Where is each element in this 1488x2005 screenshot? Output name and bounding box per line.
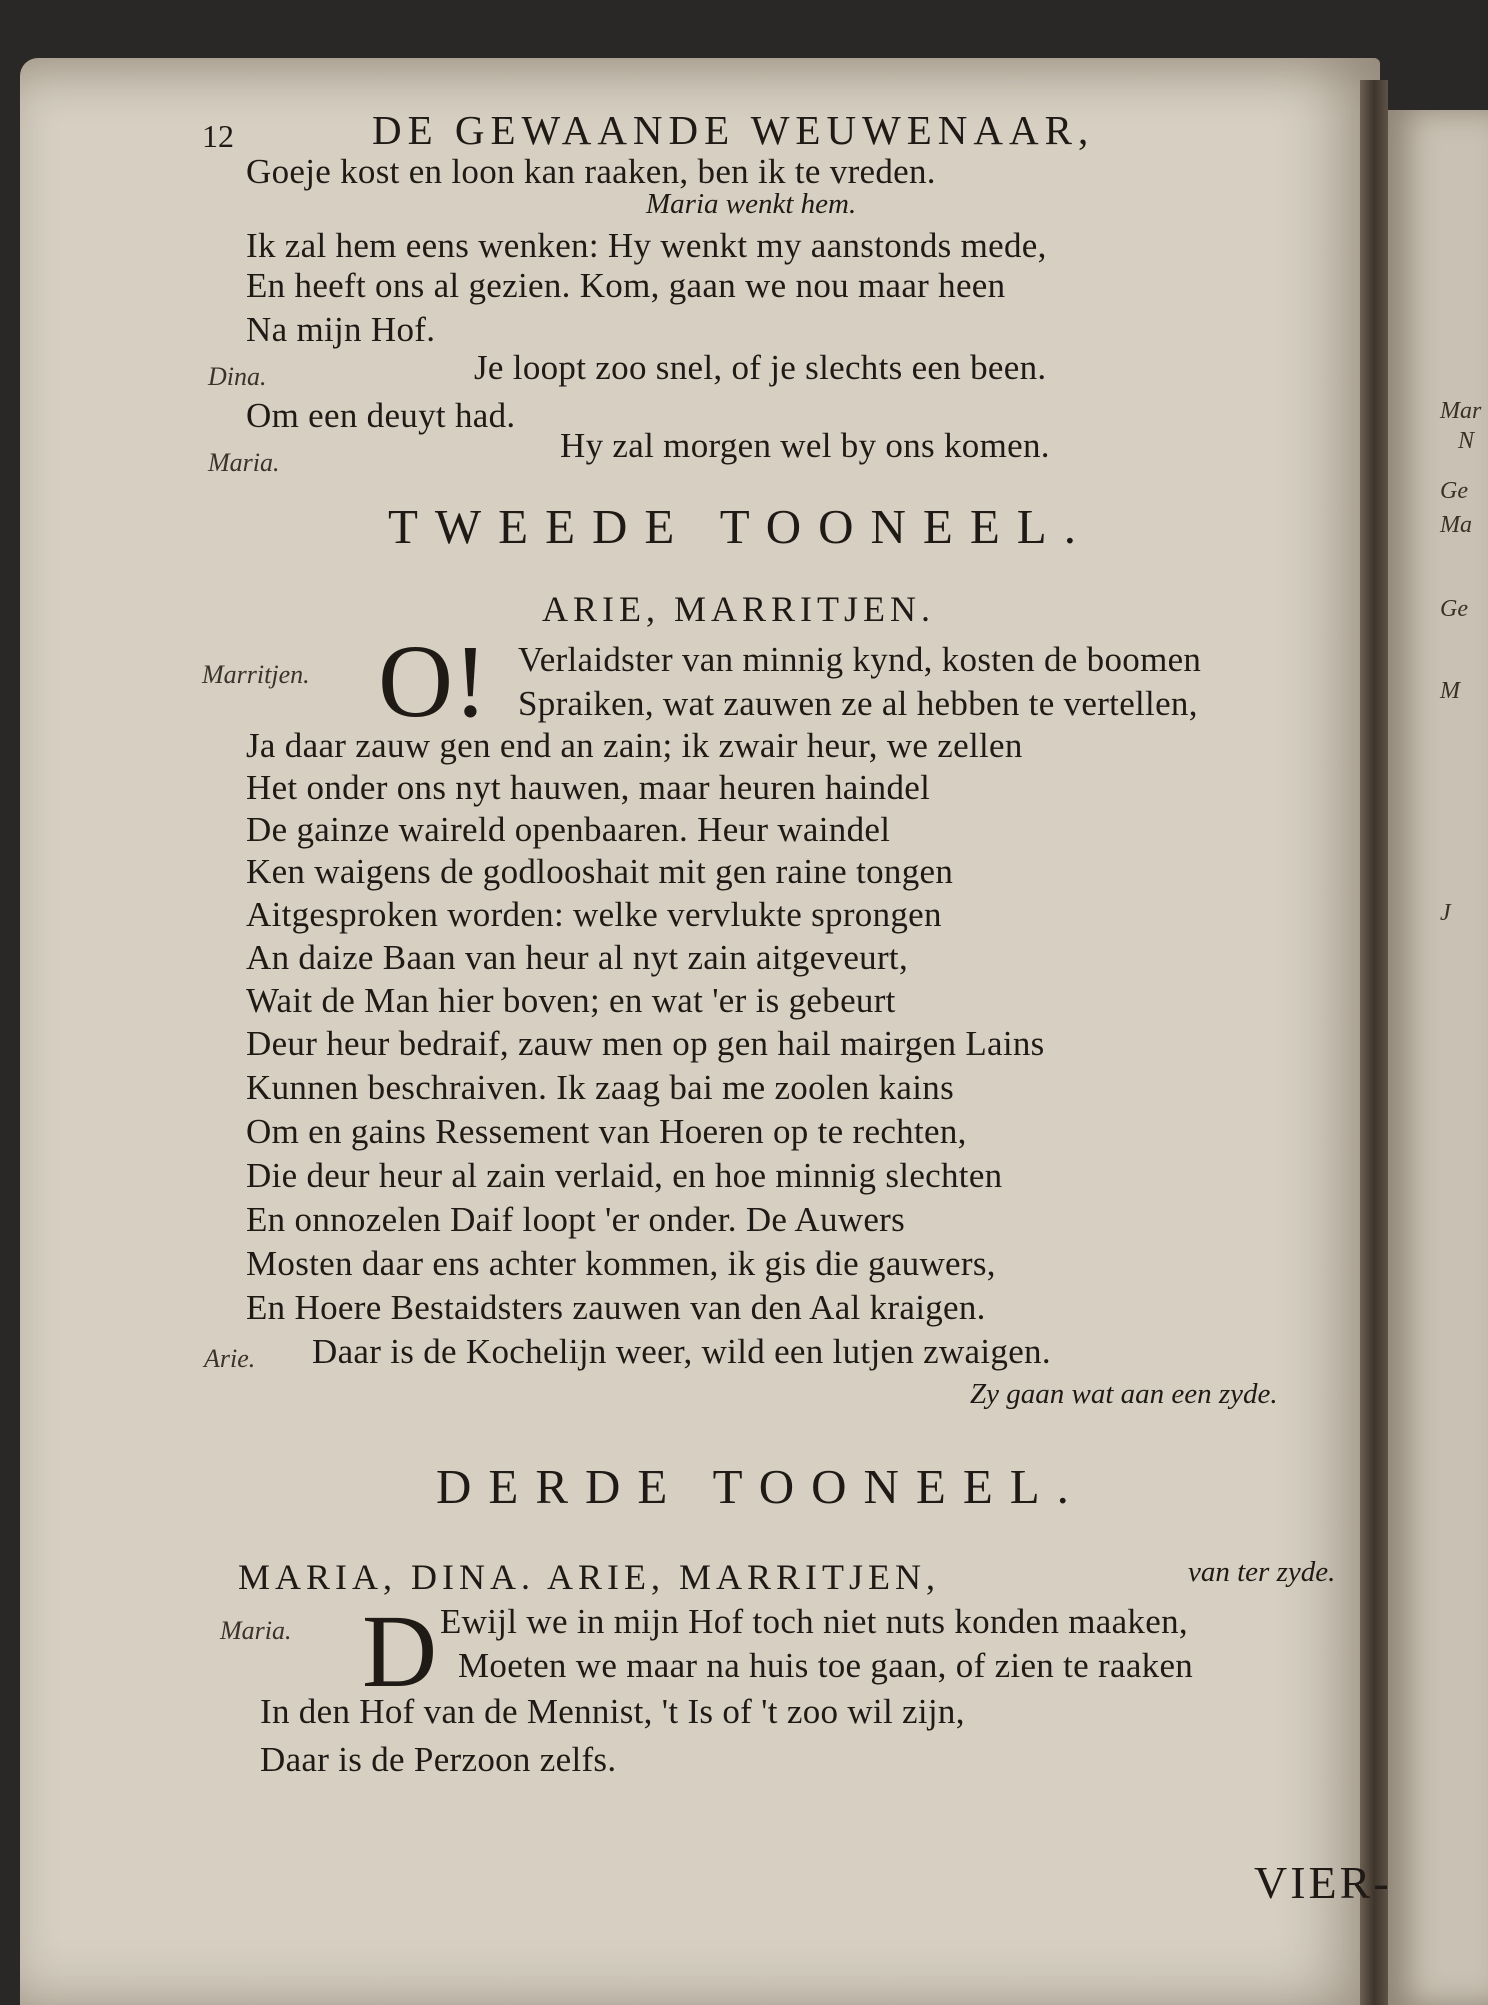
verse-line: Ken waigens de godlooshait mit gen raine tongen [246, 852, 954, 891]
drop-cap: O! [378, 624, 488, 739]
catchword: VIER- [1254, 1857, 1392, 1908]
speaker-dina: Dina. [208, 362, 267, 391]
running-title: DE GEWAANDE WEUWENAAR, [372, 107, 1095, 153]
verse-line: En heeft ons al gezien. Kom, gaan we nou maar heen [246, 266, 1006, 305]
verse-line: Je loopt zoo snel, of je slechts een been. [474, 348, 1047, 387]
verse-line: Om en gains Ressement van Hoeren op te rechten, [246, 1112, 967, 1151]
verse-line: Spraiken, wat zauwen ze al hebben te vertellen, [518, 684, 1198, 723]
verse-line: Mosten daar ens achter kommen, ik gis die gauwers, [246, 1244, 996, 1283]
verse-line: Daar is de Perzoon zelfs. [260, 1740, 617, 1779]
drop-cap: D [362, 1594, 438, 1709]
speaker-marritjen: Marritjen. [202, 660, 310, 689]
stage-direction: van ter zyde. [1188, 1556, 1336, 1588]
verse-line: Hy zal morgen wel by ons komen. [560, 426, 1050, 465]
verse-line: Goeje kost en loon kan raaken, ben ik te vreden. [246, 152, 936, 191]
facing-fragment: Ge [1440, 596, 1468, 622]
scene-cast: ARIE, MARRITJEN. [542, 589, 935, 629]
facing-fragment: N [1458, 428, 1475, 454]
verse-line: Die deur heur al zain verlaid, en hoe minnig slechten [246, 1156, 1003, 1195]
facing-fragment: Ge [1440, 478, 1468, 504]
verse-line: Om een deuyt had. [246, 396, 516, 435]
verse-line: Wait de Man hier boven; en wat 'er is gebeurt [246, 981, 896, 1020]
speaker-maria: Maria. [220, 1616, 292, 1645]
verse-line: Verlaidster van minnig kynd, kosten de boomen [518, 640, 1202, 679]
scene-title: TWEEDE TOONEEL. [388, 499, 1093, 554]
verse-line: Kunnen beschraiven. Ik zaag bai me zoolen kains [246, 1068, 954, 1107]
verse-line: En Hoere Bestaidsters zauwen van den Aal kraigen. [246, 1288, 986, 1327]
verse-line: De gainze waireld openbaaren. Heur waindel [246, 810, 891, 849]
verse-line: Daar is de Kochelijn weer, wild een lutjen zwaigen. [312, 1332, 1051, 1371]
verse-line: An daize Baan van heur al nyt zain aitgeveurt, [246, 938, 909, 977]
verse-line: Deur heur bedraif, zauw men op gen hail mairgen Lains [246, 1024, 1045, 1063]
scene-title: DERDE TOONEEL. [436, 1459, 1086, 1514]
verse-line: En onnozelen Daif loopt 'er onder. De Auwers [246, 1200, 906, 1239]
facing-fragment: Ma [1440, 512, 1472, 538]
verse-line: Ja daar zauw gen end an zain; ik zwair heur, we zellen [246, 726, 1023, 765]
stage-direction: Maria wenkt hem. [646, 188, 857, 220]
verse-line: Het onder ons nyt hauwen, maar heuren haindel [246, 768, 931, 807]
speaker-arie: Arie. [204, 1344, 256, 1373]
page-number: 12 [202, 118, 234, 154]
facing-fragment: Mar [1440, 398, 1482, 424]
facing-fragment: M [1440, 678, 1460, 704]
facing-fragment: J [1440, 900, 1451, 926]
facing-page-edge [1388, 110, 1488, 2005]
verse-line: Na mijn Hof. [246, 310, 436, 349]
verse-line: Moeten we maar na huis toe gaan, of zien te raaken [458, 1646, 1194, 1685]
stage-direction: Zy gaan wat aan een zyde. [970, 1378, 1278, 1410]
verse-line: Ik zal hem eens wenken: Hy wenkt my aanstonds mede, [246, 226, 1047, 265]
verse-line: Aitgesproken worden: welke vervlukte sprongen [246, 895, 942, 934]
book-gutter [1360, 80, 1388, 2005]
verse-line: Ewijl we in mijn Hof toch niet nuts konden maaken, [440, 1602, 1188, 1641]
scene-cast: MARIA, DINA. ARIE, MARRITJEN, [238, 1557, 940, 1597]
speaker-maria: Maria. [208, 448, 280, 477]
verse-line: In den Hof van de Mennist, 't Is of 't zoo wil zijn, [260, 1692, 965, 1731]
